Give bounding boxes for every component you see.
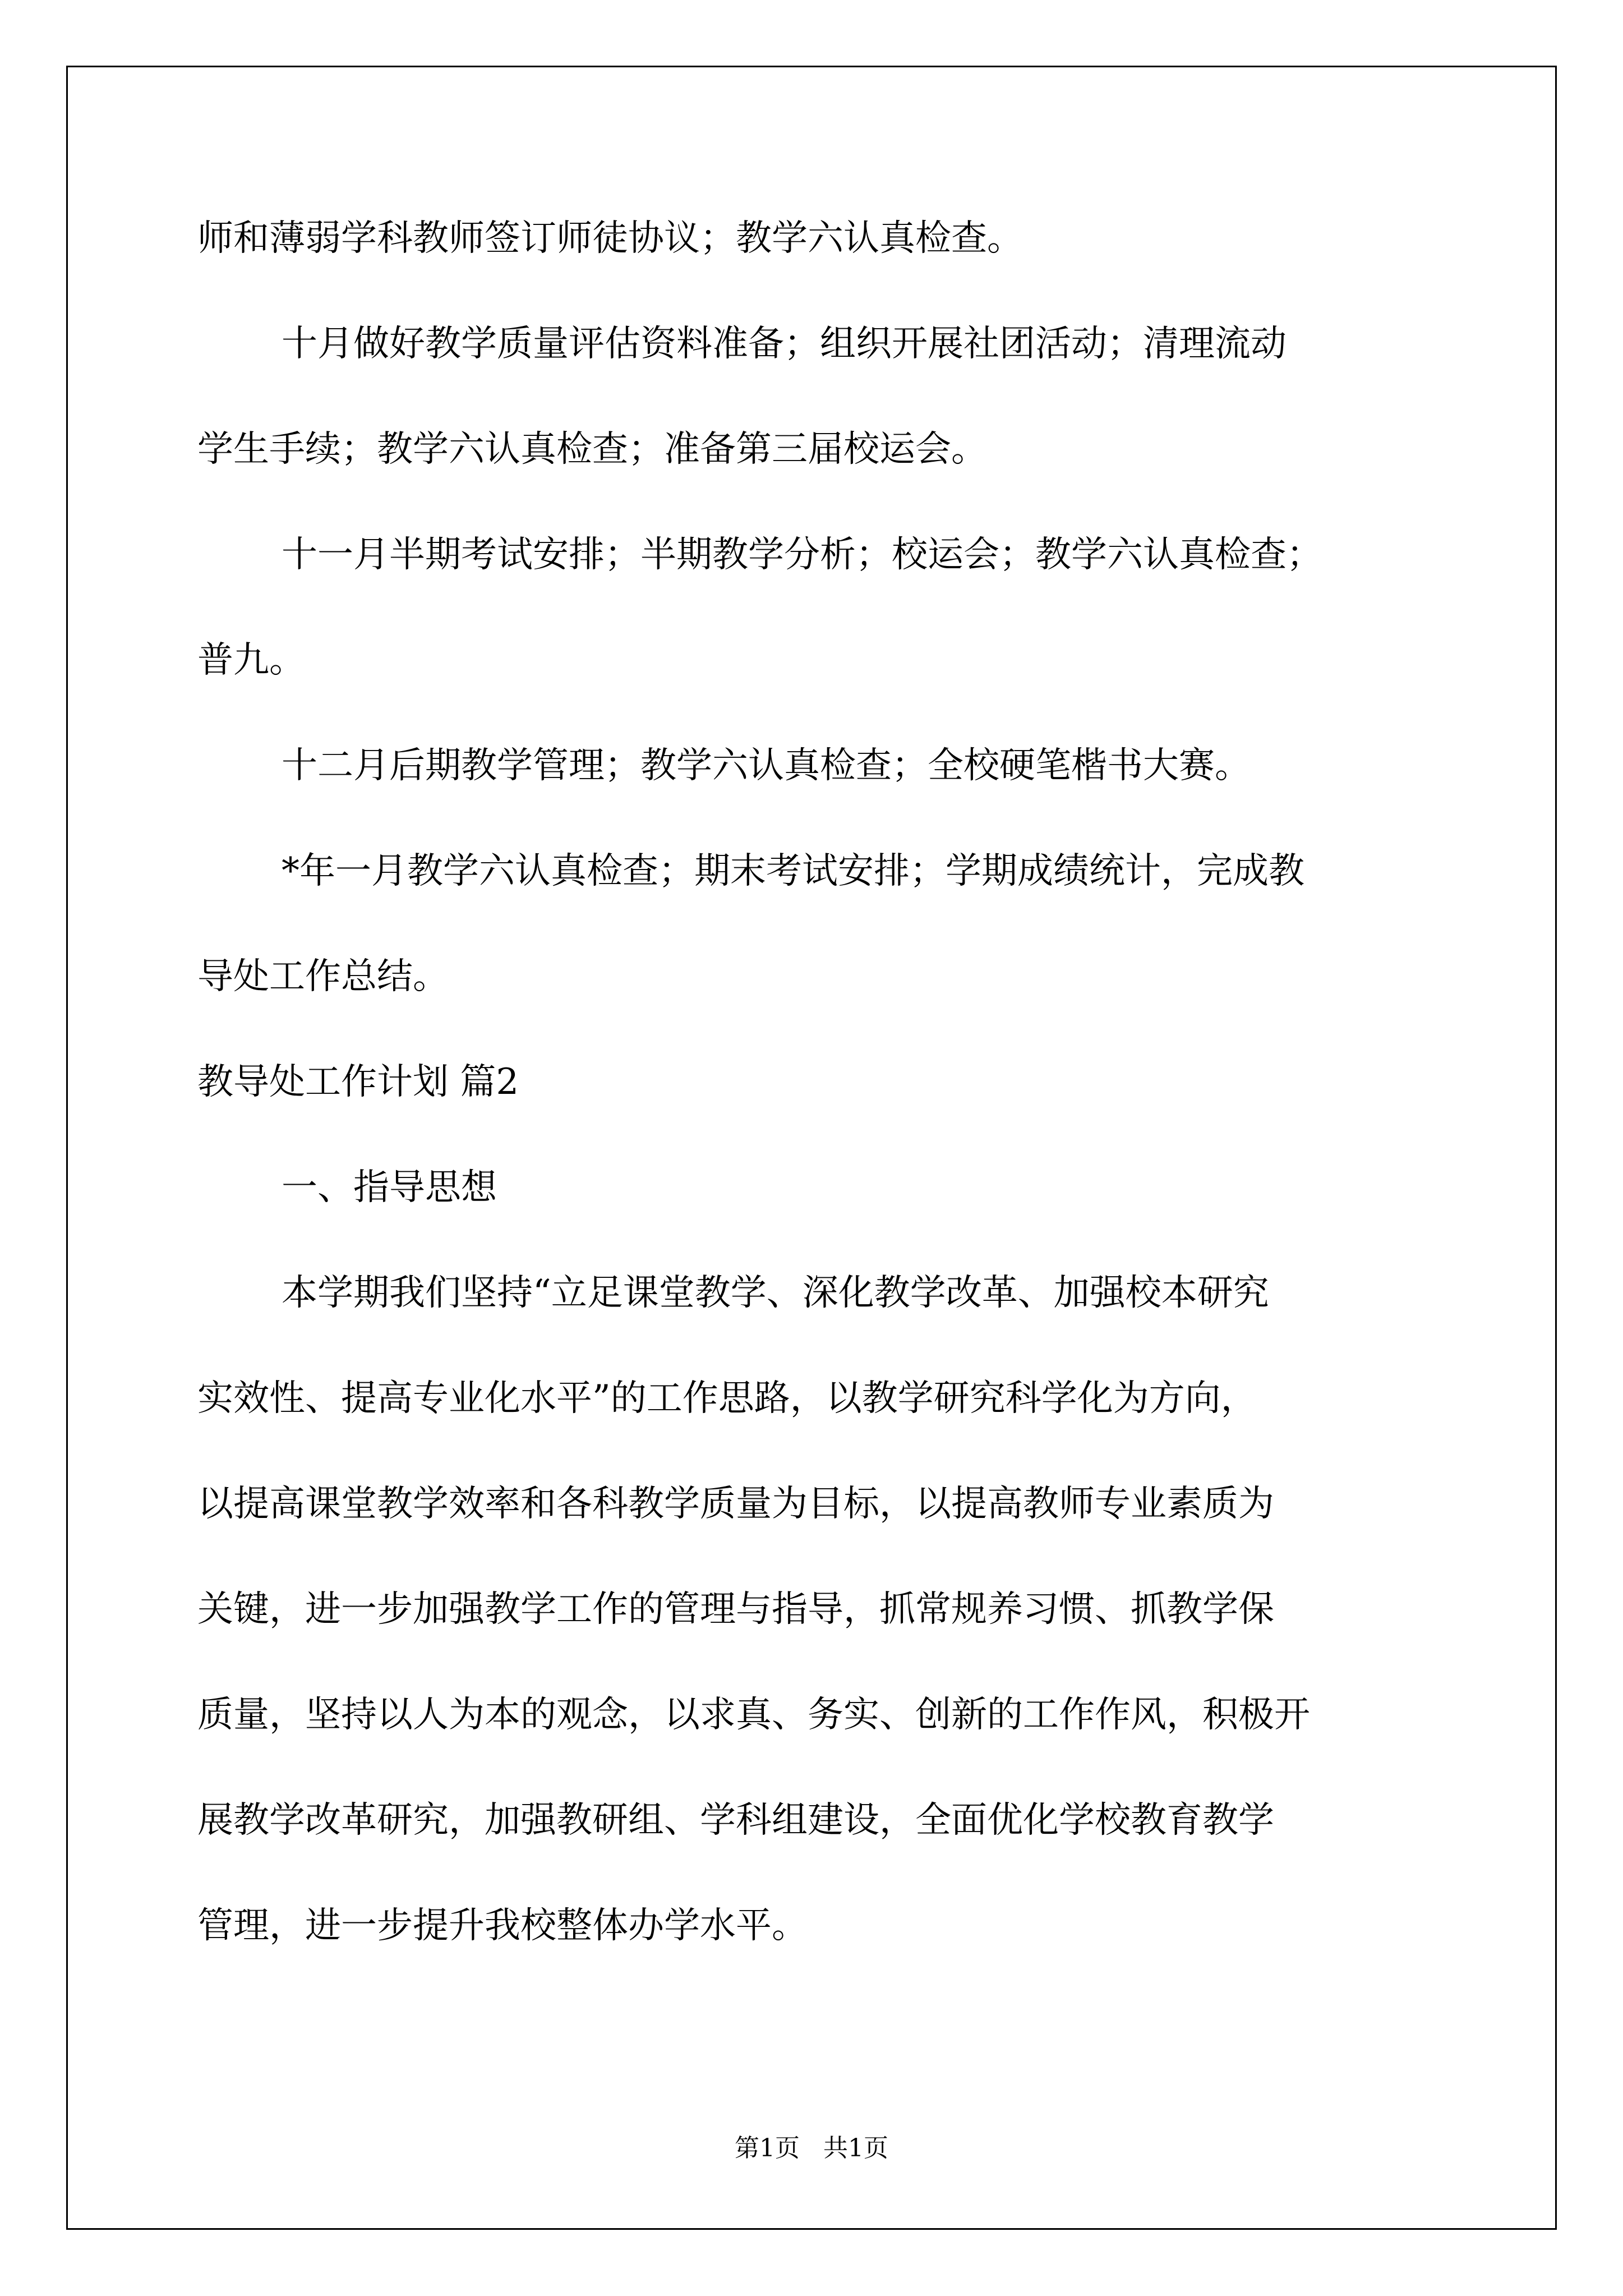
paragraph-line: 十二月后期教学管理；教学六认真检查；全校硬笔楷书大赛。 <box>282 745 1251 786</box>
paragraph-line: 十月做好教学质量评估资料准备；组织开展社团活动；清理流动 <box>282 323 1287 365</box>
paragraph-line: 展教学改革研究，加强教研组、学科组建设，全面优化学校教育教学 <box>197 1800 1274 1841</box>
paragraph-line: *年一月教学六认真检查；期末考试安排；学期成绩统计，完成教 <box>282 850 1304 892</box>
subsection-heading: 一、指导思想 <box>282 1167 497 1208</box>
page-number: 第1页 <box>735 2134 800 2162</box>
paragraph-line: 本学期我们坚持“立足课堂教学、深化教学改革、加强校本研究 <box>282 1272 1269 1314</box>
paragraph-line: 质量，坚持以人为本的观念，以求真、务实、创新的工作作风，积极开 <box>197 1694 1310 1736</box>
paragraph-line: 十一月半期考试安排；半期教学分析；校运会；教学六认真检查； <box>282 534 1322 576</box>
paragraph-line: 学生手续；教学六认真检查；准备第三届校运会。 <box>197 429 987 470</box>
paragraph-line: 实效性、提高专业化水平”的工作思路，以教学研究科学化为方向， <box>197 1378 1257 1419</box>
page-footer <box>0 2132 1623 2165</box>
section-heading: 教导处工作计划 篇2 <box>197 1061 519 1103</box>
page-total: 共1页 <box>823 2134 888 2162</box>
paragraph-line: 管理，进一步提升我校整体办学水平。 <box>197 1905 808 1947</box>
paragraph-line: 师和薄弱学科教师签订师徒协议；教学六认真检查。 <box>197 218 1023 259</box>
paragraph-line: 普九。 <box>197 639 305 681</box>
paragraph-line: 关键，进一步加强教学工作的管理与指导，抓常规养习惯、抓教学保 <box>197 1589 1274 1630</box>
paragraph-line: 以提高课堂教学效率和各科教学质量为目标，以提高教师专业素质为 <box>197 1483 1274 1525</box>
paragraph-line: 导处工作总结。 <box>197 956 449 997</box>
